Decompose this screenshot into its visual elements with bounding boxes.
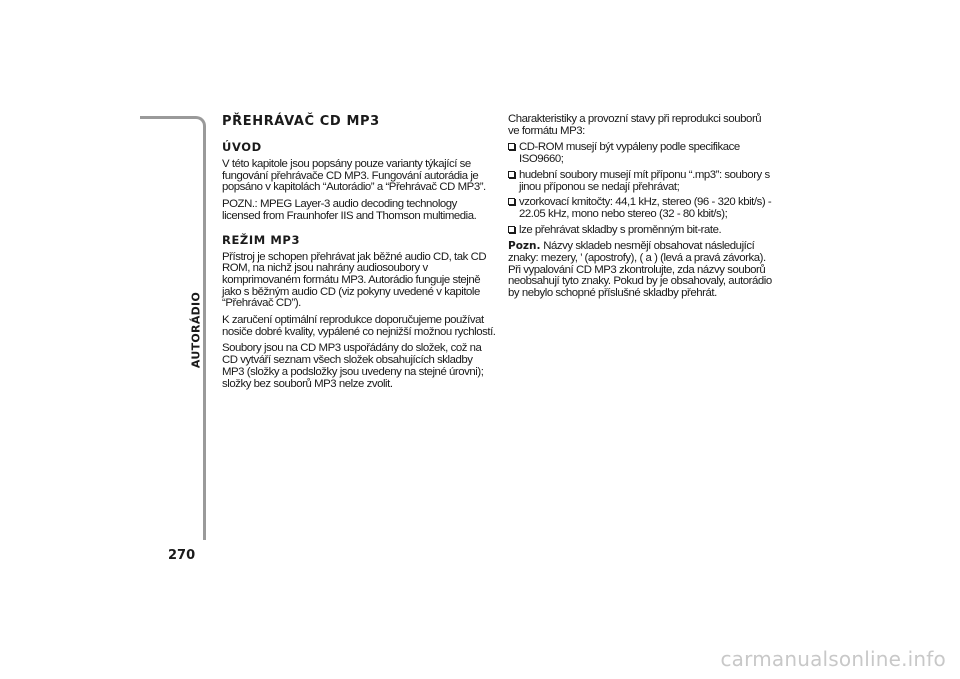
paragraph: Přístroj je schopen přehrávat jak běžné audio CD, tak CD ROM, na nichž jsou nahrány audiosoubory v komprimovaném formátu MP3. Autorádio funguje stejně jako s běžným audio CD (viz pokyny uvedené v kapitole “Přehrávač CD”). bbox=[222, 250, 487, 310]
paragraph: V této kapitole jsou popsány pouze varianty týkající se fungování přehrávače CD MP3. Fungování autorádia je popsáno v kapitolách “Autorádio” a “Přehrávač CD MP3”. bbox=[222, 158, 486, 194]
section-heading-uvod: ÚVOD bbox=[222, 140, 262, 154]
list-item bbox=[508, 170, 774, 193]
paragraph: Soubory jsou na CD MP3 uspořádány do složek, což na CD vytváří seznam všech složek obsahujících skladby MP3 (složky a podsložky jsou uvedeny na stejné úrovni); složky bez souborů MP3 nelze zvolit. bbox=[222, 342, 484, 390]
right-column bbox=[508, 114, 774, 305]
section-heading-rezim-mp3: REŽIM MP3 bbox=[222, 232, 301, 247]
section-tab-label: AUTORÁDIO bbox=[189, 291, 203, 369]
intro-paragraph: Charakteristiky a provozní stavy při reprodukci souborů ve formátu MP3: bbox=[508, 113, 762, 137]
note-paragraph bbox=[508, 241, 774, 300]
checkbox-bullet-icon bbox=[508, 143, 515, 150]
list-item-text: CD-ROM musejí být vypáleny podle specifikace ISO9660; bbox=[519, 141, 740, 166]
note-label: Pozn. bbox=[508, 240, 541, 253]
paragraph: K zaručení optimální reprodukce doporučujeme používat nosiče dobré kvality, vypálené co nejnižší možnou rychlostí. bbox=[222, 314, 496, 338]
checkbox-bullet-icon bbox=[508, 198, 515, 205]
paragraph: POZN.: MPEG Layer-3 audio decoding technology licensed from Fraunhofer IIS and Thomson multimedia. bbox=[222, 198, 477, 222]
watermark: carmanualsonline.info bbox=[720, 647, 946, 671]
list-item-text: hudební soubory musejí mít příponu “.mp3”: soubory s jinou příponou se nedají přehrávat; bbox=[519, 168, 770, 193]
list-item-text: vzorkovací kmitočty: 44,1 kHz, stereo (96 - 320 kbit/s) - 22.05 kHz, mono nebo stereo (32 - 80 kbit/s); bbox=[519, 196, 772, 220]
note-text: Názvy skladeb nesmějí obsahovat následující znaky: mezery, ’ (apostrofy), ( a ) (levá a pravá závorka). Při vypalování CD MP3 zkontrolujte, zda názvy souborů neobsahují tyto znaky. Pokud by je obsahovaly, autorádio by nebylo schopné příslušné skladby přehrát. bbox=[508, 240, 772, 300]
list-item-text: lze přehrávat skladby s proměnným bit-rate. bbox=[519, 223, 722, 236]
checkbox-bullet-icon bbox=[508, 171, 515, 178]
left-column bbox=[222, 112, 496, 395]
list-item bbox=[508, 142, 774, 165]
page-number: 270 bbox=[168, 548, 196, 563]
list-item bbox=[508, 197, 774, 220]
checkbox-bullet-icon bbox=[508, 226, 515, 233]
list-item bbox=[508, 225, 774, 237]
page-title: PŘEHRÁVAČ CD MP3 bbox=[222, 114, 380, 129]
bullet-list bbox=[508, 142, 774, 236]
